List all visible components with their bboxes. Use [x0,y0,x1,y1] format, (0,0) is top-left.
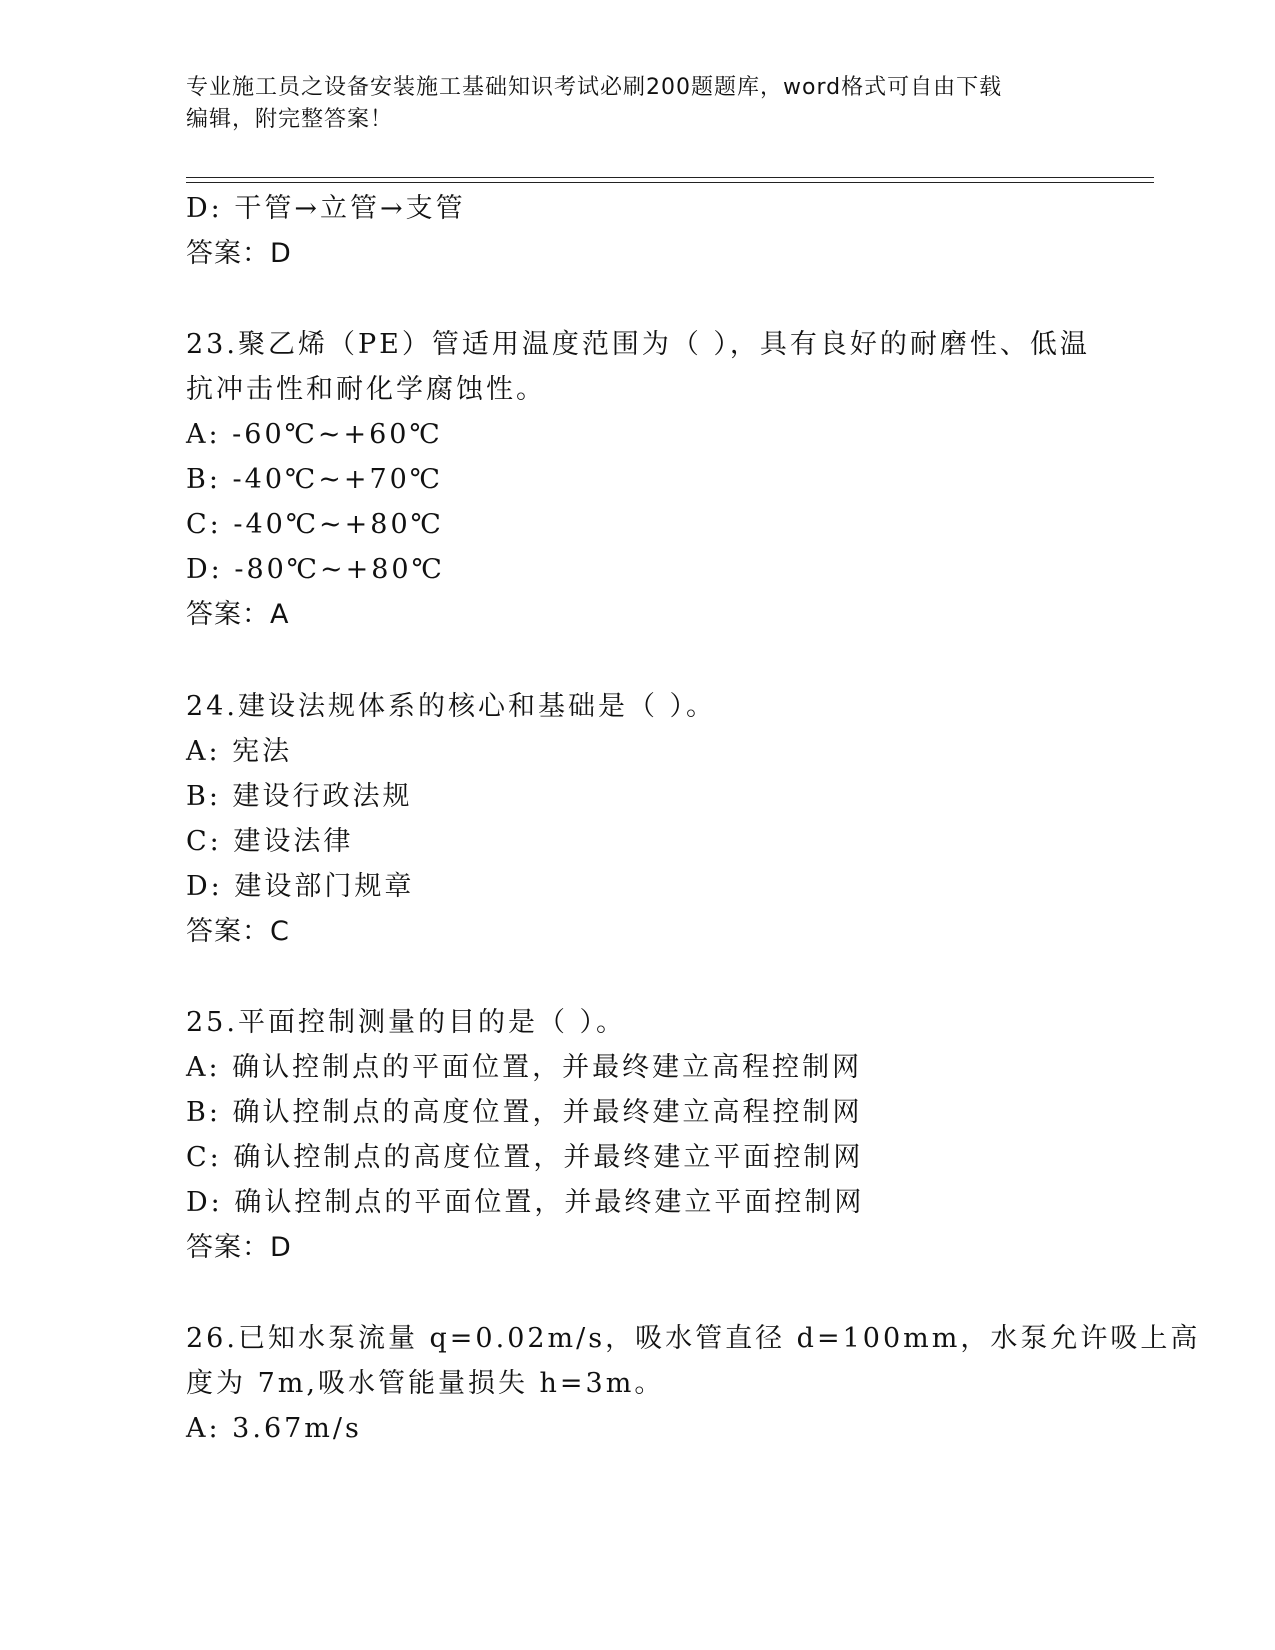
question-25: 25.平面控制测量的目的是（ ）。 [186,1007,627,1038]
header-line-2: 编辑，附完整答案！ [186,107,394,132]
option-c-q24: C: 建设法律 [186,826,354,857]
header-line-1: 专业施工员之设备安装施工基础知识考试必刷200题题库，word格式可自由下载 [186,75,1003,100]
document-header [186,72,1066,136]
option-b-q25: B: 确认控制点的高度位置，并最终建立高程控制网 [186,1097,863,1128]
option-d-q22: D: 干管→立管→支管 [186,193,466,224]
option-a-q24: A: 宪法 [186,736,293,767]
question-26-line-2: 度为 7m,吸水管能量损失 h=3m。 [186,1368,665,1399]
option-a-q26: A: 3.67m/s [186,1413,362,1444]
option-b-q23: B: -40℃~+70℃ [186,464,444,495]
option-d-q23: D: -80℃~+80℃ [186,554,445,585]
option-a-q25: A: 确认控制点的平面位置，并最终建立高程控制网 [186,1052,863,1083]
option-d-q24: D: 建设部门规章 [186,871,415,902]
question-23-line-2: 抗冲击性和耐化学腐蚀性。 [186,374,546,405]
question-23-line-1: 23.聚乙烯（PE）管适用温度范围为（ ），具有良好的耐磨性、低温 [186,329,1090,360]
option-b-q24: B: 建设行政法规 [186,781,413,812]
option-c-q25: C: 确认控制点的高度位置，并最终建立平面控制网 [186,1142,864,1173]
answer-q24: 答案：C [186,916,290,947]
header-divider-top [186,177,1154,178]
option-a-q23: A: -60℃~+60℃ [186,419,443,450]
answer-q23: 答案：A [186,599,290,630]
option-d-q25: D: 确认控制点的平面位置，并最终建立平面控制网 [186,1187,865,1218]
answer-q22: 答案：D [186,238,292,269]
question-24: 24.建设法规体系的核心和基础是（ ）。 [186,691,717,722]
option-c-q23: C: -40℃~+80℃ [186,509,444,540]
question-26-line-1: 26.已知水泵流量 q=0.02m/s，吸水管直径 d=100mm，水泵允许吸上高 [186,1323,1201,1354]
answer-q25: 答案：D [186,1232,292,1263]
header-divider-bottom [186,182,1154,183]
